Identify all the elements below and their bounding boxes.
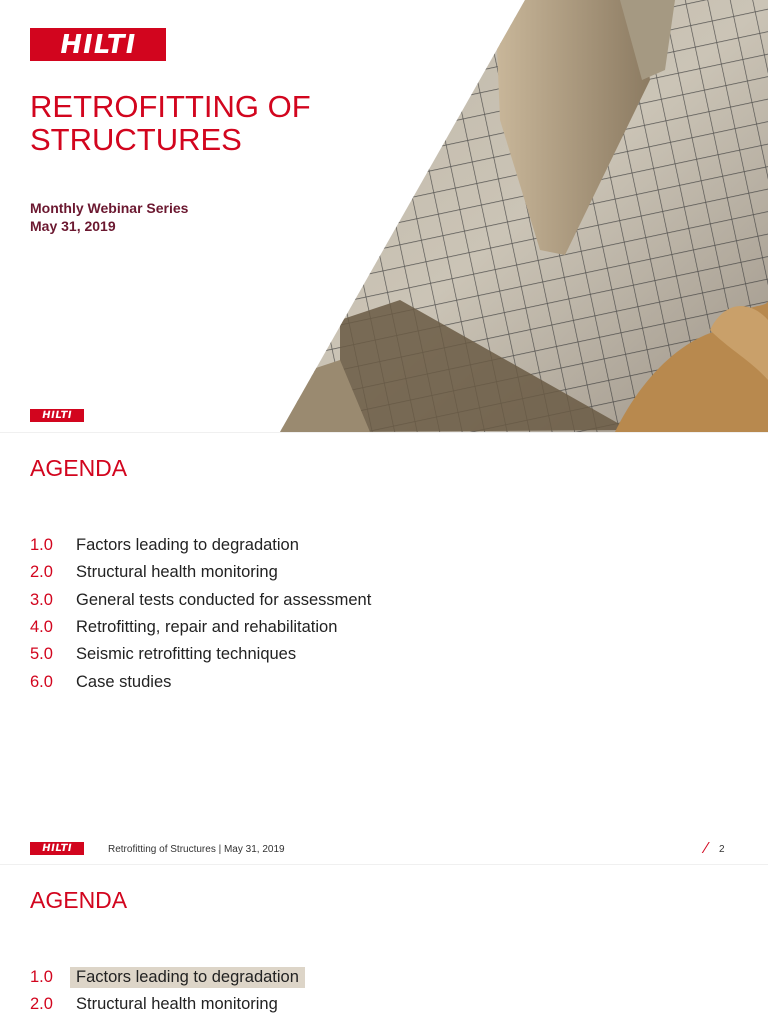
agenda-item: 4.0 Retrofitting, repair and rehabilitation [30,618,338,637]
cover-photo [280,0,768,432]
agenda-title: AGENDA [30,887,128,913]
agenda-item: 1.0 Factors leading to degradation [30,536,299,555]
agenda-item: 3.0 General tests conducted for assessment [30,590,372,609]
agenda-item-active: 1.0 Factors leading to degradation [30,964,305,991]
agenda-item: 5.0 Seismic retrofitting techniques [30,645,297,664]
agenda-item: 2.0 Structural health monitoring [30,563,278,582]
footer-text: Retrofitting of Structures | May 31, 2019 [108,844,285,855]
agenda-item: 6.0 Case studies [30,672,172,691]
page-number: 2 [719,844,725,855]
slide-footer [0,842,768,862]
agenda-slide [0,409,768,865]
slash-icon: ⁄ [705,840,708,857]
cover-subtitle [30,199,188,235]
agenda-item: 2.0 Structural health monitoring [30,995,278,1014]
hilti-logo-small: HILTI [30,409,84,422]
agenda-slide-highlighted [0,864,768,1025]
webinar-date: May 31, 2019 [30,218,116,234]
cover-slide [0,0,768,432]
hilti-logo: HILTI [30,28,166,61]
agenda-list [30,964,305,1019]
agenda-title: AGENDA [30,455,128,481]
agenda-list [30,532,377,696]
webinar-series-label: Monthly Webinar Series [30,200,189,216]
cover-title: RETROFITTING OF STRUCTURES [30,89,311,157]
hilti-logo-small: HILTI [30,842,84,855]
